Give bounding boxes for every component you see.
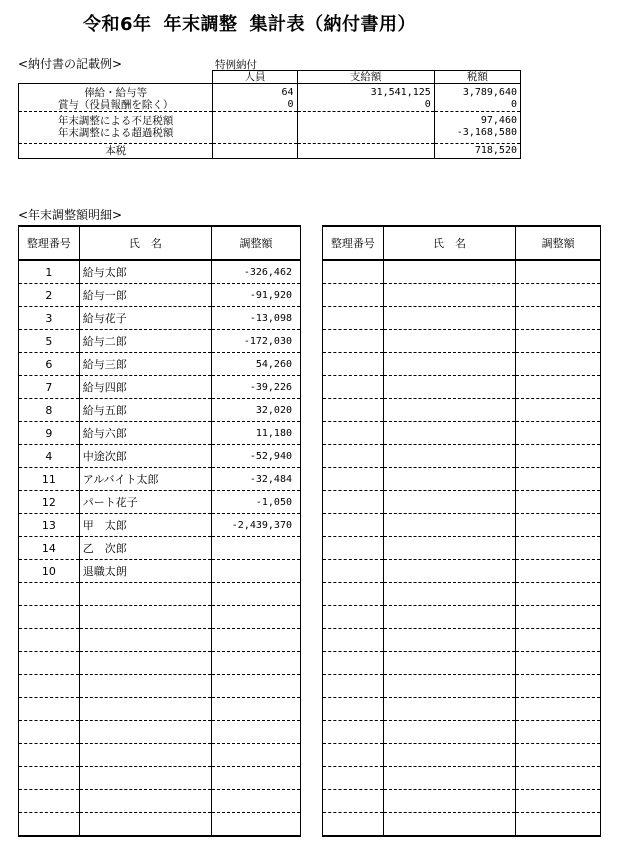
table-row-empty [19,606,301,629]
row-name [383,652,516,675]
header-tax: 税額 [434,71,520,84]
row-name: 給与六郎 [79,422,211,445]
row-number [323,330,384,353]
row-name [79,767,211,790]
row-number [19,652,80,675]
row-number [19,583,80,606]
table-row [19,399,301,422]
row-amount: -1,050 [212,491,301,514]
table-row-empty [323,698,601,721]
table-row [19,422,301,445]
label-bonus: 賞与（役員報酬を除く） [57,99,174,111]
table-row-empty [323,514,601,537]
row-name [383,284,516,307]
row-name: 中途次郎 [79,445,211,468]
table-row [19,468,301,491]
row-number [19,606,80,629]
row-number [19,813,80,837]
row-name [383,468,516,491]
summary-row-main-tax [19,144,521,159]
row-number [19,675,80,698]
table-row [19,445,301,468]
table-row-empty [323,606,601,629]
row-name [383,698,516,721]
row-amount [516,652,601,675]
row-number: 5 [19,330,80,353]
row-number [323,744,384,767]
row-name [79,790,211,813]
table-row [19,560,301,583]
summary-section-label: <納付書の記載例> [18,57,123,71]
label-excess: 年末調整による超過税額 [57,127,174,139]
row-number [323,537,384,560]
table-row [19,376,301,399]
row-number: 12 [19,491,80,514]
header-number-right: 整理番号 [323,226,384,260]
row-number [323,491,384,514]
header-amount-right: 調整額 [516,226,601,260]
row-amount [516,721,601,744]
row-number [323,606,384,629]
row-name: 乙 次郎 [79,537,211,560]
row-name [383,376,516,399]
summary-header-row [19,71,521,84]
row-number [323,307,384,330]
row-amount: -32,484 [212,468,301,491]
header-paid: 支給額 [297,71,434,84]
row-name [383,675,516,698]
excess-tax: -3,168,580 [456,127,517,138]
row-number: 2 [19,284,80,307]
row-number [323,629,384,652]
row-amount [516,537,601,560]
row-number [323,376,384,399]
row-name: 給与花子 [79,307,211,330]
page-title [0,10,621,36]
table-row [19,537,301,560]
label-main-tax: 本税 [19,144,213,159]
table-row-empty [323,790,601,813]
row-amount [212,583,301,606]
table-row-empty [19,698,301,721]
row-amount [516,422,601,445]
row-number [19,629,80,652]
row-name [383,606,516,629]
table-row-empty [19,767,301,790]
row-name [383,629,516,652]
row-number [323,468,384,491]
table-row [19,307,301,330]
row-amount: -172,030 [212,330,301,353]
table-row-empty [323,376,601,399]
row-amount [212,790,301,813]
row-amount [516,399,601,422]
row-number [323,514,384,537]
table-row-empty [19,675,301,698]
title-doc: 集計表（納付書用） [249,14,417,35]
row-number [19,790,80,813]
row-name [383,813,516,837]
table-row-empty [323,537,601,560]
row-amount [516,744,601,767]
row-amount [212,813,301,837]
table-row-empty [19,744,301,767]
table-row-empty [323,491,601,514]
salary-paid: 31,541,125 [370,87,431,98]
row-name [79,698,211,721]
table-row-empty [19,721,301,744]
detail-table-right [322,225,601,837]
row-name [383,514,516,537]
row-name: 甲 太郎 [79,514,211,537]
row-amount [516,675,601,698]
row-amount [516,560,601,583]
row-name: 給与太郎 [79,260,211,284]
row-number: 1 [19,260,80,284]
table-row [19,330,301,353]
table-row-empty [323,744,601,767]
table-row [19,491,301,514]
main-tax-value: 718,520 [434,144,520,159]
detail-header-row [19,226,301,260]
row-number: 3 [19,307,80,330]
row-number [323,675,384,698]
row-number: 7 [19,376,80,399]
table-row-empty [323,353,601,376]
row-number [323,698,384,721]
row-name: 給与三郎 [79,353,211,376]
row-name [383,353,516,376]
row-name [383,445,516,468]
row-amount: -13,098 [212,307,301,330]
row-amount: 11,180 [212,422,301,445]
row-name [383,330,516,353]
row-name: 給与二郎 [79,330,211,353]
row-name [383,721,516,744]
table-row-empty [323,445,601,468]
row-amount [212,629,301,652]
row-number: 6 [19,353,80,376]
row-number: 8 [19,399,80,422]
shortage-tax: 97,460 [480,115,517,126]
table-row [19,260,301,284]
table-row [19,353,301,376]
row-number [323,422,384,445]
row-amount: -326,462 [212,260,301,284]
row-amount [212,767,301,790]
row-amount [516,629,601,652]
row-name [79,629,211,652]
row-name [383,583,516,606]
table-row-empty [323,422,601,445]
row-amount [516,514,601,537]
table-row-empty [323,560,601,583]
row-amount [516,284,601,307]
row-name [383,491,516,514]
row-number [323,260,384,284]
row-amount [516,353,601,376]
table-row-empty [323,468,601,491]
title-kind: 年末調整 [163,14,238,35]
row-amount [516,491,601,514]
row-name [79,813,211,837]
summary-table [18,70,521,159]
table-row-empty [323,284,601,307]
row-amount [516,376,601,399]
row-name [79,744,211,767]
table-row-empty [323,652,601,675]
label-salary: 俸給・給与等 [84,87,148,99]
special-payment-label: 特例納付 [215,59,257,71]
header-amount: 調整額 [212,226,301,260]
row-amount: 54,260 [212,353,301,376]
row-name: 給与一郎 [79,284,211,307]
bonus-tax: 0 [510,99,517,110]
row-amount [516,445,601,468]
table-row-empty [323,260,601,284]
row-number: 4 [19,445,80,468]
row-number [323,721,384,744]
bonus-paid: 0 [424,99,431,110]
row-number [19,721,80,744]
row-name: アルバイト太郎 [79,468,211,491]
row-number [323,560,384,583]
row-name: 退職太朗 [79,560,211,583]
detail-header-row-right [323,226,601,260]
table-row-empty [323,721,601,744]
row-name [79,675,211,698]
row-amount [212,537,301,560]
row-amount [212,675,301,698]
table-row-empty [323,330,601,353]
row-number: 14 [19,537,80,560]
row-number [323,445,384,468]
row-amount [212,560,301,583]
summary-row-adjust [19,112,521,144]
row-amount: -52,940 [212,445,301,468]
row-number [323,399,384,422]
row-amount [516,698,601,721]
row-number [323,652,384,675]
header-persons: 人員 [213,71,297,84]
table-row-empty [323,767,601,790]
row-amount [212,652,301,675]
table-row [19,514,301,537]
row-number [323,813,384,837]
row-number [323,767,384,790]
row-amount [212,606,301,629]
row-amount [516,767,601,790]
row-number [323,583,384,606]
bonus-persons: 0 [287,99,294,110]
table-row-empty [323,675,601,698]
detail-section-label: <年末調整額明細> [18,208,123,222]
salary-persons: 64 [281,87,294,98]
row-name [383,790,516,813]
row-amount [212,744,301,767]
row-name [79,606,211,629]
table-row-empty [323,629,601,652]
row-amount [212,698,301,721]
row-amount: -39,226 [212,376,301,399]
row-name [383,744,516,767]
row-number [19,744,80,767]
row-number: 10 [19,560,80,583]
row-amount [516,307,601,330]
row-amount [516,583,601,606]
table-row-empty [323,813,601,837]
row-name [383,307,516,330]
header-name-right: 氏 名 [383,226,516,260]
table-row-empty [19,813,301,837]
table-row-empty [323,583,601,606]
row-number [323,790,384,813]
table-row-empty [19,583,301,606]
row-amount: -2,439,370 [212,514,301,537]
row-amount [516,260,601,284]
row-name [383,560,516,583]
detail-table-left [18,225,301,837]
row-name [383,399,516,422]
row-number [19,767,80,790]
row-number: 11 [19,468,80,491]
table-row-empty [19,652,301,675]
row-amount [516,468,601,491]
table-row [19,284,301,307]
row-name [383,260,516,284]
row-number [19,698,80,721]
row-name: パート花子 [79,491,211,514]
row-number: 13 [19,514,80,537]
row-number: 9 [19,422,80,445]
row-name: 給与四郎 [79,376,211,399]
label-shortage: 年末調整による不足税額 [57,115,174,127]
row-amount [516,330,601,353]
table-row-empty [19,790,301,813]
row-amount [516,606,601,629]
row-name [79,652,211,675]
summary-row-salary [19,84,521,112]
header-number: 整理番号 [19,226,80,260]
header-name: 氏 名 [79,226,211,260]
table-row-empty [323,399,601,422]
row-name [383,767,516,790]
table-row-empty [19,629,301,652]
table-row-empty [323,307,601,330]
row-number [323,284,384,307]
row-name [79,721,211,744]
row-amount [212,721,301,744]
row-amount: 32,020 [212,399,301,422]
row-number [323,353,384,376]
row-name [383,537,516,560]
row-name: 給与五郎 [79,399,211,422]
row-amount [516,813,601,837]
row-amount [516,790,601,813]
salary-tax: 3,789,640 [462,87,517,98]
row-amount: -91,920 [212,284,301,307]
title-year: 令和6年 [83,14,152,35]
row-name [383,422,516,445]
row-name [79,583,211,606]
